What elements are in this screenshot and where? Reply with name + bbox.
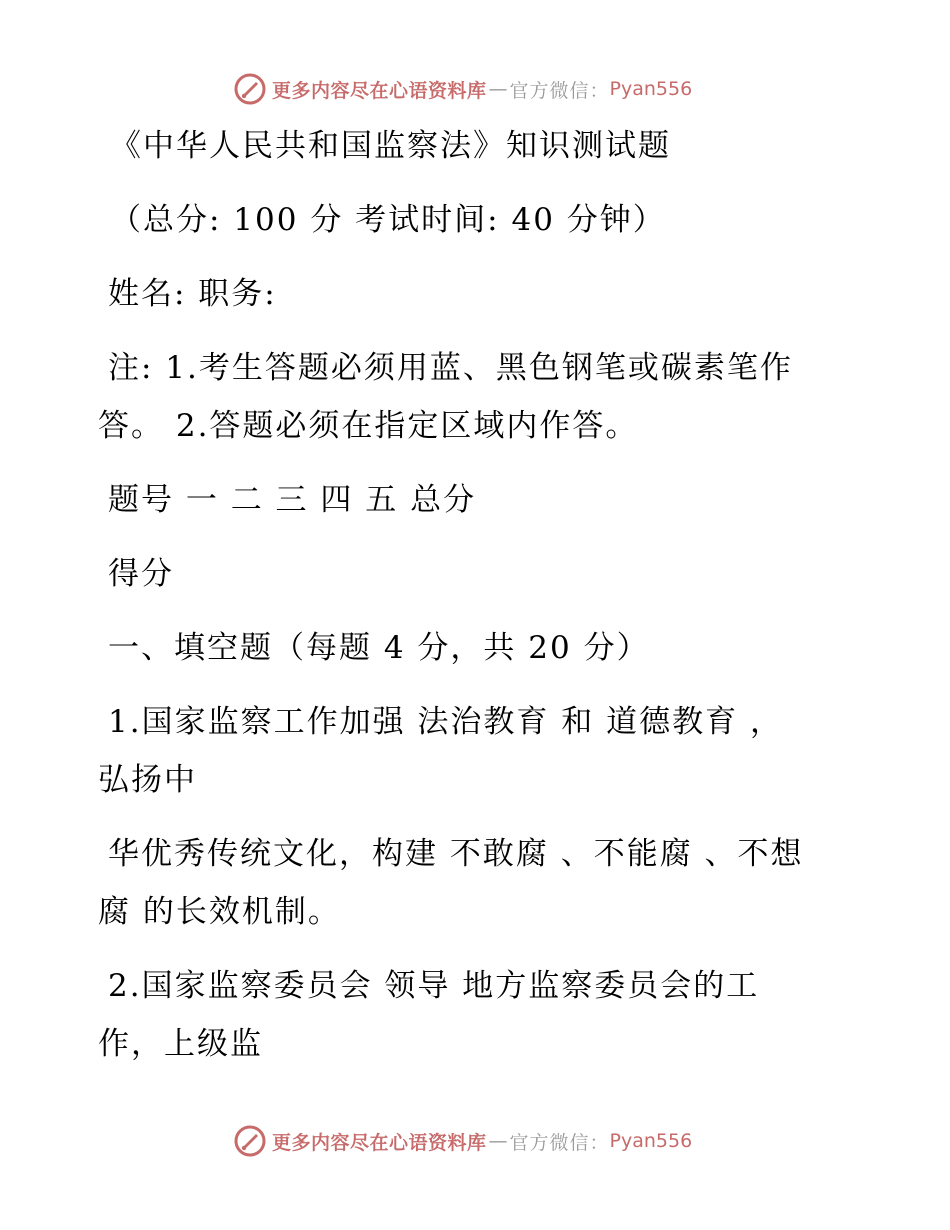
watermark-header	[234, 72, 692, 106]
note-line-2: 答。 2.答题必须在指定区域内作答。	[98, 408, 639, 444]
watermark-wechat-label: 官方微信：	[509, 79, 610, 102]
question-1-line-4: 腐 的长效机制。	[98, 894, 341, 930]
watermark-text: 更多内容尽在心语资料库	[272, 1131, 487, 1154]
section-1-heading: 一、填空题（每题 4 分，共 20 分）	[108, 630, 650, 666]
question-2-line-1: 2.国家监察委员会 领导 地方监察委员会的工	[108, 968, 760, 1004]
watermark-wechat-id: Pyan556	[609, 78, 693, 100]
document-title: 《中华人民共和国监察法》知识测试题	[110, 128, 671, 164]
watermark-dash: —	[488, 1130, 508, 1152]
watermark-footer	[234, 1124, 692, 1158]
pen-nib-logo-icon	[234, 1125, 266, 1157]
name-position-line: 姓名: 职务:	[108, 276, 277, 312]
question-1-line-2: 弘扬中	[98, 762, 197, 798]
pen-nib-logo-icon	[234, 73, 266, 105]
score-label: 得分	[108, 556, 174, 592]
watermark-wechat-label: 官方微信：	[509, 1131, 610, 1154]
watermark-text: 更多内容尽在心语资料库	[272, 79, 487, 102]
watermark-dash: —	[488, 78, 508, 100]
score-table-header: 题号 一 二 三 四 五 总分	[108, 482, 477, 518]
question-2-line-2: 作，上级监	[98, 1026, 263, 1062]
question-1-line-3: 华优秀传统文化，构建 不敢腐 、不能腐 、不想	[108, 836, 804, 872]
question-1-line-1: 1.国家监察工作加强 法治教育 和 道德教育 ，	[108, 704, 783, 740]
watermark-wechat-id: Pyan556	[609, 1130, 693, 1152]
note-line-1: 注: 1.考生答题必须用蓝、黑色钢笔或碳素笔作	[108, 350, 793, 386]
document-subtitle: （总分: 100 分 考试时间: 40 分钟）	[110, 202, 666, 238]
